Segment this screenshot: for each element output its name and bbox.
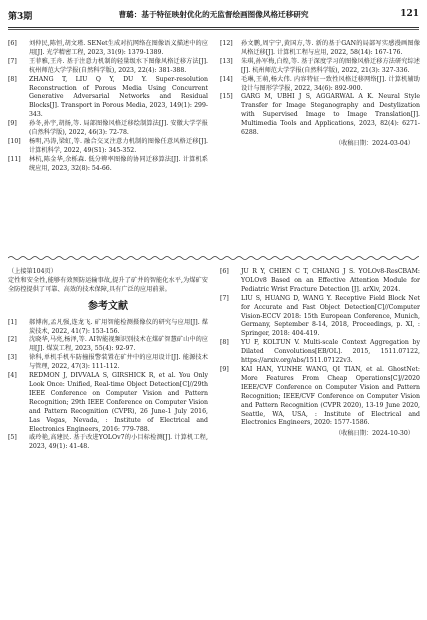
reference-item [8, 120, 208, 138]
page-number: 121 [400, 9, 419, 19]
reference-text: GARG M, UBHI J S, AGGARWAL A K. Neural Style Transfer for Image Steganography and Destylization with Supervised Image to Image Translation[J]. Multimedia Tools and Applications, 2023, 82(4): 6271-6288. [241, 93, 420, 137]
reference-number: [9] [8, 120, 17, 128]
reference-item [220, 339, 420, 366]
reference-number: [4] [8, 372, 17, 380]
reference-text: REDMON J, DIVVALA S, GIRSHICK R, et al. You Only Look Once: Unified, Real-time Object Detection[C]//29th IEEE Conference on Computer Vision and Pattern Recognition; 29th IEEE Conference on Computer Vision and Pattern Recognition (CVPR), 26 June-1 July 2016, Las Vegas, Nevada, : Institute of Electrical and Electronics Engineers, 2016: 779-788. [29, 372, 208, 433]
reference-number: [2] [8, 336, 17, 344]
reference-number: [7] [220, 294, 229, 302]
reference-text: KAI HAN, YUNHE WANG, QI TIAN, et al. GhostNet: More Features From Cheap Operations[C]//2020 IEEE/CVF Conference on Computer Vision and Pattern Recognition; IEEE/CVF Conference on Computer Vision and Pattern Recognition (CVPR 2020), 13-19 June 2020, Seattle, WA, USA, : Institute of Electrical and Electronics Engineers, 2020: 1577-1586. [241, 365, 420, 427]
reference-item [8, 336, 208, 354]
article-separator [8, 255, 419, 261]
reference-item [8, 138, 208, 156]
reference-item [8, 40, 208, 58]
reference-item [220, 366, 420, 428]
reference-item [220, 268, 420, 295]
reference-item [8, 354, 208, 372]
reference-item [8, 434, 208, 452]
reference-item [220, 93, 420, 138]
top-references-right [220, 40, 420, 149]
reference-item [220, 76, 420, 94]
header-rule [8, 27, 419, 28]
reference-text: ZHANG T, LIU Q Y, DU Y. Super-resolution Reconstruction of Porous Media Using Concurrent Generative Adversarial Networks and Residual Blocks[J]. Transport in Porous Media, 2023, 149(1): 299-343. [29, 75, 208, 119]
issue-number: 第3期 [8, 12, 33, 22]
reference-text: 朱琪,孙军梅,白煌,等. 基于深度学习的图像风格迁移方法研究综述[J]. 杭州师范大学学报(自然科学版), 2022, 21(3): 327-336. [241, 57, 420, 74]
header-rule-thin [8, 29, 419, 30]
received-date-bottom: （收稿日期：2024-10-30） [335, 430, 414, 438]
reference-text: 郝博南,孟凡强,连龙飞. 矿用智能检测摄像仪的研究与应用[J]. 煤炭技术, 2022, 41(7): 153-156. [29, 318, 208, 335]
reference-number: [6] [8, 40, 17, 47]
reference-number: [8] [8, 75, 17, 83]
running-title: 曹璐：基于特征映射优化的无监督绘画图像风格迁移研究 [118, 10, 309, 19]
references-heading: 参考文献 [88, 300, 128, 312]
reference-item [8, 319, 208, 337]
reference-text: 沈晓华,马亮,杨泽,等. AI智能视频识别技术在煤矿智慧矿山中的应用[J]. 煤炭工程, 2023, 55(4): 92-97. [29, 336, 208, 353]
reference-number: [8] [220, 339, 229, 347]
reference-text: YU F, KOLTUN V. Multi-scale Context Aggregation by Dilated Convolutions[EB/OL]. 2015, 1511.07122, https://arxiv.org/abs/1511.07122v3. [241, 339, 420, 365]
reference-item [8, 156, 208, 174]
bottom-left-column [8, 268, 208, 452]
reference-text: 杨明,冯涛,梁虹,等. 融合交叉注意力机制的图像任意风格迁移[J]. 计算机科学, 2022, 49(S1): 345-352. [29, 137, 208, 154]
continued-note: （上接第104页） [8, 268, 57, 275]
bottom-right-column [220, 268, 420, 439]
reference-number: [1] [8, 318, 17, 326]
reference-number: [14] [220, 75, 233, 83]
reference-number: [15] [220, 93, 233, 101]
reference-number: [6] [220, 268, 229, 275]
reference-item [8, 76, 208, 121]
reference-text: 孙文鹏,周宁宁,黄国方,等. 新的基于GAN的局部写实感漫画图像风格迁移[J]. 计算机工程与应用, 2022, 58(14): 167-176. [241, 40, 420, 56]
reference-item [220, 295, 420, 340]
reference-text: 王菲雅,王舟. 基于注意力机制的轻量级水下图像风格迁移方法[J]. 杭州师范大学学报(自然科学版), 2023, 22(4): 381-388. [29, 57, 208, 74]
reference-item [8, 58, 208, 76]
reference-item [8, 372, 208, 434]
reference-text: 毛琳,王萌,杨大伟. 内容特征一致性风格迁移网络[J]. 计算机辅助设计与图形学学报, 2022, 34(6): 892-900. [241, 75, 420, 92]
reference-text: LIU S, HUANG D, WANG Y. Receptive Field Block Net for Accurate and Fast Object Detection[C]//Computer Vision-ECCV 2018: 15th European Conference, Munich, Germany, September 8-14, 2018, Proceedings, p. XI, : Springer, 2018: 404-419. [241, 294, 420, 338]
top-references-left [8, 40, 208, 174]
reference-number: [12] [220, 40, 233, 47]
reference-item [220, 40, 420, 58]
reference-text: 林杭,陈金华,余栎森. 低分辨率图像的协同迁移算法[J]. 计算机系统应用, 2023, 32(8): 54-66. [29, 155, 208, 172]
continued-paragraph: 定性和安全性,能够有效预防运输事故,提升了矿井的智能化水平,为煤矿安全防控提供了可靠、高效的技术保障,具有广泛的应用前景。 [8, 276, 208, 293]
reference-item [220, 58, 420, 76]
received-date-top: （收稿日期：2024-03-04） [335, 139, 414, 147]
reference-text: JU R Y, CHIEN C T, CHIANG J S. YOLOv8-ResCBAM: YOLOv8 Based on an Effective Attention Module for Pediatric Wrist Fracture Detection [J]. arXiv, 2024. [241, 268, 420, 293]
reference-number: [3] [8, 354, 17, 362]
reference-number: [9] [220, 365, 229, 373]
reference-text: 徐科,单机手机车防撞报警装置在矿井中的应用设计[J]. 能源技术与管理, 2022, 47(3): 111-112. [29, 354, 208, 371]
reference-text: 刘仲民,陈恒,胡文瑾. SENet生成对抗网络在图像语义描述中的应用[J]. 光学精密工程, 2023, 31(9): 1379-1389. [29, 40, 208, 56]
reference-text: 孙冬,孙宇,胡扬,等. 局部图像风格迁移绘制算法[J]. 安徽大学学报(自然科学版), 2022, 46(3): 72-78. [29, 120, 208, 137]
reference-number: [7] [8, 57, 17, 65]
reference-number: [10] [8, 137, 21, 145]
page-header [8, 7, 419, 25]
reference-number: [11] [8, 155, 21, 163]
reference-number: [5] [8, 434, 17, 442]
reference-text: 戚玲艳,高建民. 基于改进YOLOv7的小目标检测[J]. 计算机工程, 2023, 49(1): 41-48. [29, 434, 208, 451]
reference-number: [13] [220, 57, 233, 65]
